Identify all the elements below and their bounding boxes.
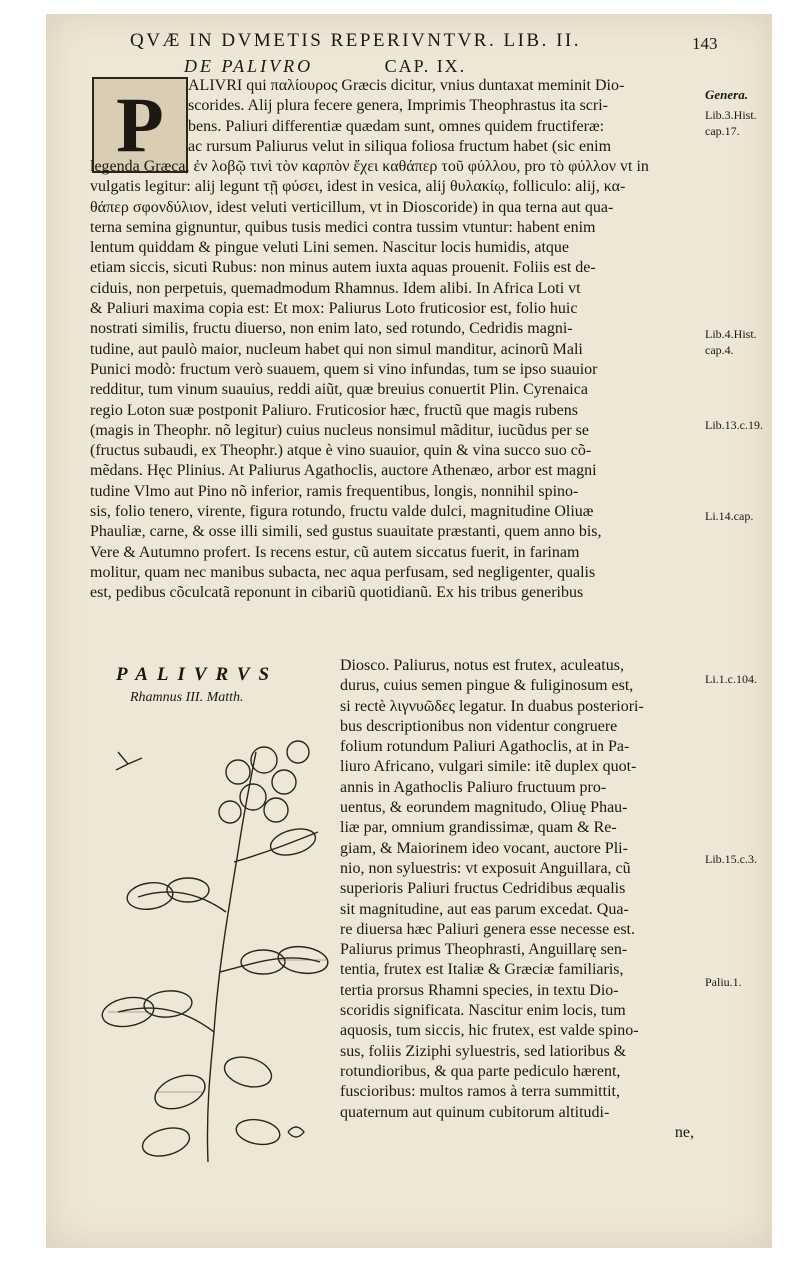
text-line: aquosis, tum siccis, hic frutex, est valde spino- — [340, 1022, 639, 1040]
text-line: lentum quiddam & pingue veluti Lini semen. Nascitur locis humidis, atque — [90, 239, 570, 257]
leaf — [221, 1052, 275, 1091]
text-line: tertia prorsus Rhamni species, in textu Dio- — [340, 981, 619, 999]
text-beside-initial — [188, 76, 696, 157]
text-line: giam, & Maiorinem ideo vocant, auctore Pli- — [340, 839, 628, 857]
leaf — [167, 878, 209, 902]
text-line: re diuersa hæc Paliuri genera esse necesse est. — [340, 920, 635, 938]
text-line: legenda Græca, ἐν λοβῷ τινὶ τὸν καρπὸν ἔχει καθάπερ τοῦ φύλλου, pro τὸ φύλλον vt in — [90, 158, 649, 175]
text-line: ac rursum Paliurus velut in siliqua foliosa fructum habet (sic enim — [188, 137, 612, 155]
text-line: regio Loton suæ postponit Paliuro. Fruticosior hæc, fructũ que magis rubens — [90, 401, 578, 419]
fruit — [219, 801, 241, 823]
text-line: sis, folio tenero, virente, figura rotundo, fructu valde dulci, magnitudine Oliuæ — [90, 503, 594, 521]
figure-caption: PALIVRVS — [116, 664, 279, 685]
chapter-title: DE PALIVRO — [184, 56, 314, 76]
text-line: tudine Vlmo aut Pino nõ inferior, ramis frequentibus, longis, nonnihil spino- — [90, 482, 579, 500]
chapter-number: CAP. IX. — [384, 56, 467, 76]
text-line: Vere & Autumno profert. Is recens estur, cũ autem siccatus fuerit, in farinam — [90, 543, 580, 561]
text-line: ne, — [674, 1123, 694, 1141]
insect — [116, 752, 142, 770]
text-line: liæ par, omnium grandissimæ, quam & Re- — [340, 819, 617, 837]
text-line: & Paliuri maxima copia est: Et mox: Paliurus Loto fruticosior est, folio huic — [90, 300, 578, 318]
chapter-heading — [184, 56, 466, 77]
text-line: sus, foliis Ziziphi syluestris, sed latioribus & — [340, 1042, 627, 1060]
margin-note: Lib.13.c.19. — [705, 418, 763, 432]
text-line: molitur, quam nec manibus subacta, nec aqua perfusam, sed negligenter, qualis — [90, 563, 596, 581]
margin-note: Lib.4.Hist. — [705, 327, 757, 341]
text-line: bens. Paliuri differentiæ quædam sunt, omnes quidem fructiferæ: — [188, 117, 605, 135]
text-line: mẽdans. Hęc Plinius. At Paliurus Agathoclis, auctore Athenæo, arbor est magni — [90, 462, 597, 480]
text-beside-figure — [340, 656, 694, 1143]
text-line: terna semina gignuntur, quibus tusis medici contra tussim vtuntur: habent enim — [90, 218, 596, 236]
text-line: vulgatis legitur: alij legunt τῇ φύσει, idest in vesica, alij θυλακίῳ, folliculo: alij, κα- — [90, 178, 626, 196]
text-line: uentus, & eorundem magnitudo, Oliuę Phau- — [340, 799, 628, 817]
margin-note: Paliu.1. — [705, 975, 742, 989]
fruit — [272, 770, 296, 794]
text-line: (fructus subaudi, ex Theophr.) atque è vino suauior, quin & vina succo suo cõ- — [90, 442, 592, 460]
margin-note: Li.1.c.104. — [705, 672, 757, 686]
leaf — [143, 989, 193, 1019]
text-line: durus, cuius semen pingue & fuliginosum est, — [340, 677, 634, 695]
drop-cap-letter: P — [116, 81, 164, 168]
leaf — [234, 1116, 281, 1147]
margin-note: Lib.3.Hist. — [705, 108, 757, 122]
leaf — [139, 1123, 192, 1161]
text-line: Phauliæ, carne, & osse illi simili, sed gustus suauitate præstanti, quem anno bis, — [90, 523, 602, 541]
text-line: Diosco. Paliurus, notus est frutex, aculeatus, — [340, 657, 624, 674]
text-line: superioris Paliuri fructus Cedridibus æqualis — [340, 880, 626, 898]
text-line: etiam siccis, sicuti Rubus: non minus autem iuxta aquas prouenit. Foliis est de- — [90, 259, 596, 277]
margin-note: cap.17. — [705, 124, 740, 138]
text-line: scoridis significata. Nascitur enim locis, tum — [340, 1002, 626, 1020]
text-line: tudine, aut paulò maior, nucleum habet qui non simul manditur, acinorũ Mali — [90, 340, 583, 358]
text-line: quaternum aut quinum cubitorum altitudi- — [340, 1103, 610, 1121]
running-head: QVÆ IN DVMETIS REPERIVNTVR. LIB. II. — [130, 30, 581, 51]
text-line: nostrati similis, fructu diuerso, non enim lato, sed rotundo, Cedridis magni- — [90, 320, 573, 338]
text-line: Punici modò: fructum verò suauem, quem si vino infundas, tum se ipso suauior — [90, 360, 598, 378]
text-line: si rectè λιγνυῶδες legatur. In duabus posteriori- — [340, 697, 644, 715]
text-line: ciduis, non perpetuis, quemadmodum Rhamnus. Idem alibi. In Africa Loti vt — [90, 279, 581, 297]
fruit — [240, 784, 266, 810]
text-line: redditur, tum vinum suauius, reddi aiũt, quæ breuius conuertit Plin. Cyrenaica — [90, 381, 588, 399]
text-line: θάπερ σφονδύλιον, idest veluti verticillum, vt in Dioscoride) in qua terna aut qua- — [90, 198, 614, 216]
page-number: 143 — [692, 34, 718, 53]
text-line: scorides. Alij plura fecere genera, Imprimis Theophrastus ita scri- — [188, 97, 609, 115]
text-line: Paliurus primus Theophrasti, Anguillarę sen- — [340, 941, 628, 959]
text-line: rotundioribus, & qua parte pediculo hærent, — [340, 1062, 621, 1080]
text-line: nio, non syluestris: vt exposuit Anguillara, cũ — [340, 859, 631, 877]
margin-note: cap.4. — [705, 343, 734, 357]
fruit — [226, 760, 250, 784]
branch — [118, 1008, 214, 1032]
text-line: annis in Agathoclis Paliuro fructuum pro- — [340, 778, 607, 796]
figure-subcaption: Rhamnus III. Matth. — [130, 690, 244, 705]
margin-note: Li.14.cap. — [705, 509, 754, 523]
text-line: sit magnitudine, aut eas parum excedat. Qua- — [340, 900, 629, 918]
text-line: bus descriptionibus non videntur congruere — [340, 717, 618, 735]
leaf — [241, 950, 285, 974]
text-line: est, pedibus cõculcatã reponunt in cibariũ quotidianũ. Ex his tribus generibus — [90, 584, 584, 602]
margin-note: Genera. — [705, 87, 748, 102]
leaf — [125, 880, 174, 912]
text-line: folium rotundum Paliuri Agathoclis, at in Pa- — [340, 738, 630, 756]
text-line: tentia, frutex est Italiæ & Græciæ familiaris, — [340, 961, 624, 979]
text-line: ALIVRI qui παλίουρος Græcis dicitur, vnius duntaxat meminit Dio- — [188, 77, 625, 94]
main-text — [90, 157, 696, 604]
text-line: liuro Africano, vulgari simile: itẽ duplex quot- — [340, 758, 637, 776]
paliurus-woodcut-illustration — [88, 712, 338, 1172]
margin-note: Lib.15.c.3. — [705, 852, 757, 866]
fruit — [264, 798, 288, 822]
text-line: fuscioribus: multos ramos à terra summittit, — [340, 1083, 620, 1101]
main-stem — [207, 752, 256, 1162]
insect — [288, 1127, 304, 1137]
fruit — [287, 741, 309, 763]
text-line: (magis in Theophr. nõ legitur) cuius nucleus nonsimul mãditur, iucũdus per se — [90, 421, 589, 439]
